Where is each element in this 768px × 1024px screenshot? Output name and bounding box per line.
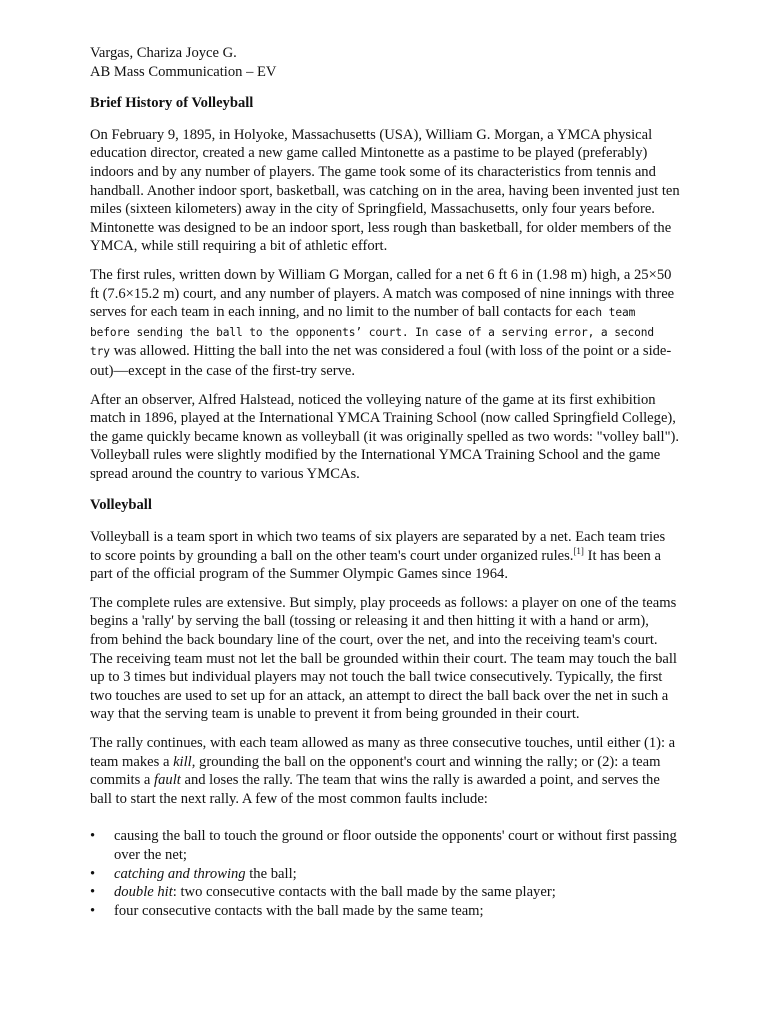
history-paragraph-3: After an observer, Alfred Halstead, noticed the volleying nature of the game at its first exhibition match in 1896, played at the International YMCA Training School (now called Springfield College), the game quickly became known as volleyball (it was originally spelled as two words: "volley ball"). Volleyball rules were slightly modified by the International YMCA Training School and the game spread around the country to various YMCAs. <box>90 391 680 482</box>
fault-item-text: four consecutive contacts with the ball made by the same team; <box>114 902 484 919</box>
section-heading-volleyball: Volleyball <box>90 497 152 514</box>
term-kill: kill <box>173 753 192 770</box>
document-page <box>90 44 680 920</box>
course-name: AB Mass Communication – EV <box>90 63 277 80</box>
volleyball-paragraph-3-text-c: and loses the rally. The team that wins the rally is awarded a point, and serves the ball to start the next rally. A few of the most common faults include: <box>90 772 660 807</box>
history-paragraph-2-text-a: The first rules, written down by William G Morgan, called for a net 6 ft 6 in (1.98 m) high, a 25×50 ft (7.6×15.2 m) court, and any number of players. A match was composed of nine innings with three serves for each team in each inning, and no limit to the number of ball contacts for <box>90 266 675 321</box>
term-fault: fault <box>154 772 181 789</box>
volleyball-paragraph-3 <box>90 734 680 808</box>
volleyball-paragraph-2: The complete rules are extensive. But simply, play proceeds as follows: a player on one of the teams begins a 'rally' by serving the ball (tossing or releasing it and then hitting it with a hand or arm), from behind the back boundary line of the court, over the net, and into the receiving team's court. The receiving team must not let the ball be grounded within their court. The team may touch the ball up to 3 times but individual players may not touch the ball twice consecutively. Typically, the first two touches are used to set up for an attack, an attempt to direct the ball back over the net in such a way that the serving team is unable to prevent it from being grounded in their court. <box>90 594 677 723</box>
fault-item-text: : two consecutive contacts with the ball made by the same player; <box>172 884 556 901</box>
fault-item-text: causing the ball to touch the ground or floor outside the opponents' court or without first passing over the net; <box>114 828 677 863</box>
volleyball-paragraph-3-text-b: , grounding the ball on the opponent's court and winning the rally; or (2): a team commits a <box>90 753 661 789</box>
citation-link-1[interactable]: [1] <box>573 545 584 556</box>
list-item <box>90 865 680 884</box>
faults-list <box>90 827 680 920</box>
fault-item-emphasis: catching and throwing <box>114 865 246 882</box>
fault-item-emphasis: double hit <box>114 884 173 901</box>
history-paragraph-1: On February 9, 1895, in Holyoke, Massachusetts (USA), William G. Morgan, a YMCA physical education director, created a new game called Mintonette as a pastime to be played (preferably) indoors and by any number of players. The game took some of its characteristics from tennis and handball. Another indoor sport, basketball, was catching on in the area, having been invented just ten miles (sixteen kilometers) away in the city of Springfield, Massachusetts, only four years before. Mintonette was designed to be an indoor sport, less rough than basketball, for older members of the YMCA, while still requiring a bit of athletic effort. <box>90 126 680 255</box>
document-title: Brief History of Volleyball <box>90 95 254 112</box>
bullet-icon: • <box>90 902 96 919</box>
volleyball-paragraph-1-text-a: Volleyball is a team sport in which two teams of six players are separated by a net. Each team tries to score points by grounding a ball on the other team's court under organized rules. <box>90 529 666 564</box>
list-item <box>90 827 680 864</box>
author-name: Vargas, Chariza Joyce G. <box>90 45 237 61</box>
list-item <box>90 902 680 921</box>
bullet-icon: • <box>90 884 96 901</box>
history-paragraph-2 <box>90 266 680 381</box>
bullet-icon: • <box>90 828 96 845</box>
list-item <box>90 883 680 902</box>
volleyball-paragraph-1 <box>90 528 680 584</box>
fault-item-text: the ball; <box>245 865 297 882</box>
history-paragraph-2-text-b: was allowed. Hitting the ball into the net was considered a foul (with loss of the point or a side-out)—except in the case of the first-try serve. <box>90 343 672 379</box>
history-paragraph-2-mono-text: each team before sending the ball to the opponents’ court. In case of a serving error, a second try <box>90 306 655 359</box>
volleyball-paragraph-3-text-a: The rally continues, with each team allowed as many as three consecutive touches, until either (1): a team makes a <box>90 735 676 770</box>
bullet-icon: • <box>90 865 96 882</box>
volleyball-paragraph-1-text-b: It has been a part of the official program of the Summer Olympic Games since 1964. <box>90 547 661 583</box>
